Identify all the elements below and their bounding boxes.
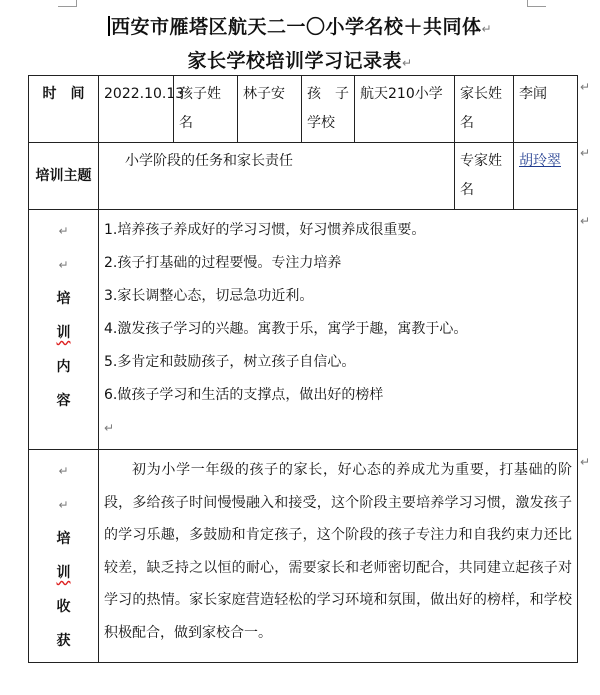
time-value: 2022.10.13 (104, 86, 185, 102)
gains-paragraph-cell[interactable] (99, 450, 578, 663)
page-corner-mark-right (527, 0, 546, 7)
paragraph-mark-icon: ↵ (481, 22, 493, 36)
time-value-cell[interactable] (99, 76, 185, 143)
topic-value: 小学阶段的任务和家长责任 (125, 153, 293, 169)
topic-label: 培训主题 (35, 167, 92, 184)
parent-name-label-cell (455, 76, 514, 143)
child-name-label-cell (174, 76, 238, 143)
gains-label-char: 获 (56, 633, 71, 649)
document-title (0, 12, 600, 39)
child-name-label: 孩子姓名 (179, 86, 221, 131)
document-subtitle-text: 家长学校培训学习记录表 (187, 50, 402, 72)
parent-name-label: 家长姓名 (460, 86, 502, 131)
row-end-mark: ↵ (580, 214, 591, 228)
child-name-value-cell[interactable] (238, 76, 302, 143)
blank-line-mark: ↵ (58, 464, 69, 478)
gains-paragraph: 初为小学一年级的孩子的家长，好心态的养成尤为重要，打基础的阶段，多给孩子时间慢慢融入和接受，这个阶段主要培养学习习惯，激发孩子的学习乐趣，多鼓励和肯定孩子，这个阶段的孩子专注力和自我约束力还比较差，缺乏持之以恒的耐心，需要家长和老师密切配合，共同建立起孩子对学习的热情。家长家庭营造轻松的学习环境和氛围，做出好的榜样，和学校积极配合，做到家校合一。 (104, 462, 572, 641)
time-label-cell (29, 76, 99, 143)
record-table (28, 75, 578, 663)
expert-name-label-cell (455, 143, 514, 210)
list-item: 5.多肯定和鼓励孩子，树立孩子自信心。 (104, 354, 356, 370)
child-school-value-cell[interactable] (355, 76, 455, 143)
child-school-value: 航天210小学 (360, 86, 443, 102)
expert-name-label: 专家姓名 (460, 153, 502, 198)
topic-label-cell (29, 143, 99, 210)
document-subtitle (0, 46, 600, 73)
content-label-char: 训 (56, 325, 71, 341)
table-row-gains (29, 450, 578, 663)
time-label: 时 间 (42, 86, 85, 102)
document-title-text: 西安市雁塔区航天二一〇小学名校＋共同体 (110, 16, 482, 38)
list-item: 4.激发孩子学习的兴趣。寓教于乐，寓学于趣，寓教于心。 (104, 321, 468, 337)
row-end-mark: ↵ (580, 455, 591, 469)
child-school-label: 孩 子学校 (307, 86, 349, 131)
row-end-mark: ↵ (580, 80, 591, 94)
topic-value-cell[interactable] (99, 143, 455, 210)
child-name-value: 林子安 (243, 86, 285, 102)
gains-label-char: 培 (56, 531, 71, 547)
paragraph-mark-icon: ↵ (401, 56, 413, 70)
expert-name-value-cell[interactable] (514, 143, 578, 210)
blank-line-mark: ↵ (58, 498, 69, 512)
content-label-cell (29, 210, 99, 450)
table-row-content (29, 210, 578, 450)
page-corner-mark-left (58, 0, 77, 7)
content-label-char: 内 (56, 359, 71, 375)
table-row-topic (29, 143, 578, 210)
table-row-header (29, 76, 578, 143)
content-label-char: 容 (56, 393, 71, 409)
expert-name-value: 胡玲翠 (519, 153, 561, 169)
list-item: 3.家长调整心态，切忌急功近利。 (104, 288, 314, 304)
parent-name-value: 李闻 (519, 86, 547, 102)
blank-line-mark: ↵ (58, 224, 69, 238)
list-item: 1.培养孩子养成好的学习习惯，好习惯养成很重要。 (104, 222, 426, 238)
gains-label-cell (29, 450, 99, 663)
row-end-mark: ↵ (580, 146, 591, 160)
gains-label-char: 训 (56, 565, 71, 581)
content-label-char: 培 (56, 291, 71, 307)
child-school-label-cell (302, 76, 355, 143)
blank-line-mark: ↵ (104, 421, 115, 435)
gains-label-char: 收 (56, 599, 71, 615)
list-item: 6.做孩子学习和生活的支撑点，做出好的榜样 (104, 387, 384, 403)
parent-name-value-cell[interactable] (514, 76, 578, 143)
list-item: 2.孩子打基础的过程要慢。专注力培养 (104, 255, 342, 271)
content-items-cell[interactable] (99, 210, 578, 450)
blank-line-mark: ↵ (58, 258, 69, 272)
text-cursor (108, 16, 110, 36)
